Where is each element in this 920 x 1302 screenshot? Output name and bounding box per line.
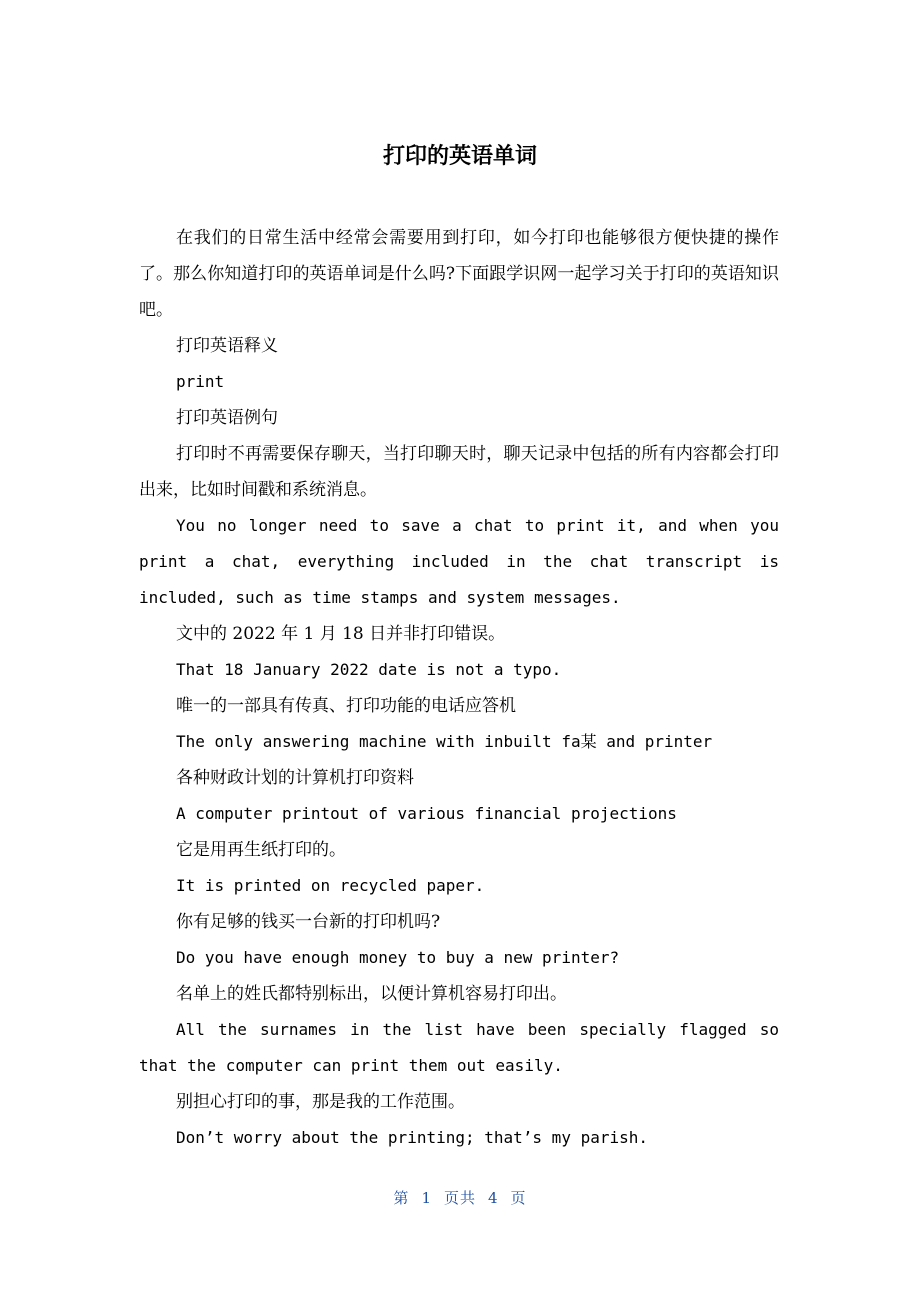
paragraph-en: Do you have enough money to buy a new printer?: [176, 948, 620, 967]
paragraph: 别担心打印的事，那是我的工作范围。: [176, 1092, 465, 1112]
page-footer: [0, 1186, 920, 1210]
paragraph-en: It is printed on recycled paper.: [176, 876, 485, 895]
paragraph: 各种财政计划的计算机打印资料: [176, 768, 414, 788]
paragraph-en: You no longer need to save a chat to print it, and when you print a chat, everything included in the chat transcript is included, such as time stamps and system messages.: [139, 516, 779, 607]
footer-middle: 页共: [443, 1189, 476, 1207]
paragraph: 它是用再生纸打印的。: [176, 840, 346, 860]
paragraph: 唯一的一部具有传真、打印功能的电话应答机: [176, 696, 516, 716]
footer-prefix: 第: [393, 1189, 410, 1207]
section-heading-examples: 打印英语例句: [176, 408, 278, 428]
paragraph-en: That 18 January 2022 date is not a typo.: [176, 660, 562, 679]
paragraph-en: All the surnames in the list have been specially flagged so that the computer can print them out easily.: [139, 1020, 779, 1075]
paragraph-en: print: [176, 372, 225, 391]
paragraph: 打印时不再需要保存聊天，当打印聊天时，聊天记录中包括的所有内容都会打印出来，比如时间戳和系统消息。: [139, 444, 779, 500]
footer-current-page: 1: [421, 1189, 432, 1207]
paragraph: 你有足够的钱买一台新的打印机吗?: [176, 912, 441, 932]
document-body: [139, 220, 779, 1156]
document-title: 打印的英语单词: [382, 144, 537, 169]
paragraph-en: The only answering machine with inbuilt fa某 and printer: [176, 732, 713, 751]
footer-suffix: 页: [510, 1189, 527, 1207]
paragraph-en: Don’t worry about the printing; that’s my parish.: [176, 1128, 649, 1147]
paragraph: 名单上的姓氏都特别标出，以便计算机容易打印出。: [176, 984, 567, 1004]
paragraph-en: A computer printout of various financial projections: [176, 804, 677, 823]
section-heading-definition: 打印英语释义: [176, 336, 278, 356]
footer-total-pages: 4: [488, 1189, 499, 1207]
paragraph: 文中的 2022 年 1 月 18 日并非打印错误。: [176, 624, 506, 644]
paragraph: 在我们的日常生活中经常会需要用到打印，如今打印也能够很方便快捷的操作了。那么你知道打印的英语单词是什么吗?下面跟学识网一起学习关于打印的英语知识吧。: [139, 228, 779, 320]
